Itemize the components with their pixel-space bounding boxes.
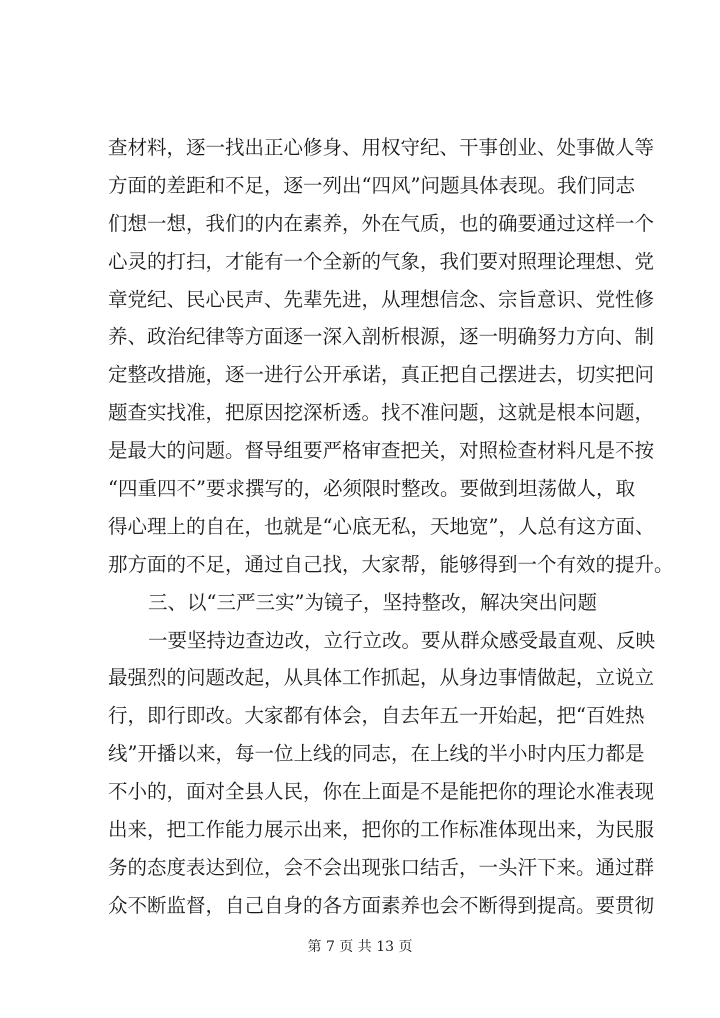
text-line: 们想一想，我们的内在素养，外在气质，也的确要通过这样一个 — [108, 212, 655, 235]
text-line: “四重四不”要求撰写的，必须限时整改。要做到坦荡做人，取 — [108, 477, 635, 500]
text-line: 得心理上的自在，也就是“心底无私，天地宽”，人总有这方面、 — [108, 515, 655, 538]
text-line: 是最大的问题。督导组要严格审查把关，对照检查材料凡是不按 — [108, 439, 655, 462]
text-line: 方面的差距和不足，逐一列出“四风”问题具体表现。我们同志 — [108, 174, 635, 197]
text-line: 一要坚持边查边改，立行立改。要从群众感受最直观、反映 — [148, 629, 656, 652]
page-number-footer: 第 7 页 共 13 页 — [307, 939, 413, 955]
text-line: 心灵的打扫，才能有一个全新的气象，我们要对照理论理想、党 — [108, 250, 655, 273]
text-line: 题查实找准，把原因挖深析透。找不准问题，这就是根本问题， — [108, 401, 655, 424]
text-line: 出来，把工作能力展示出来，把你的工作标准体现出来，为民服 — [108, 818, 655, 841]
text-line: 行，即行即改。大家都有体会，自去年五一开始起，把“百姓热 — [108, 704, 645, 727]
text-line: 章党纪、民心民声、先辈先进，从理想信念、宗旨意识、党性修 — [108, 288, 655, 311]
text-line: 那方面的不足，通过自己找，大家帮，能够得到一个有效的提升。 — [108, 553, 674, 576]
section-heading: 三、以“三严三实”为镜子，坚持整改，解决突出问题 — [148, 591, 597, 614]
text-line: 务的态度表达到位，会不会出现张口结舌，一头汗下来。通过群 — [108, 856, 655, 879]
text-line: 定整改措施，逐一进行公开承诺，真正把自己摆进去，切实把问 — [108, 363, 655, 386]
text-line: 养、政治纪律等方面逐一深入剖析根源，逐一明确努力方向、制 — [108, 325, 655, 348]
text-line: 最强烈的问题改起，从具体工作抓起，从身边事情做起，立说立 — [108, 666, 655, 689]
text-line: 查材料，逐一找出正心修身、用权守纪、干事创业、处事做人等 — [108, 136, 655, 159]
text-line: 线”开播以来，每一位上线的同志，在上线的半小时内压力都是 — [108, 742, 645, 765]
text-line: 不小的，面对全县人民，你在上面是不是能把你的理论水准表现 — [108, 780, 655, 803]
text-line: 众不断监督，自己自身的各方面素养也会不断得到提高。要贯彻 — [108, 894, 655, 917]
